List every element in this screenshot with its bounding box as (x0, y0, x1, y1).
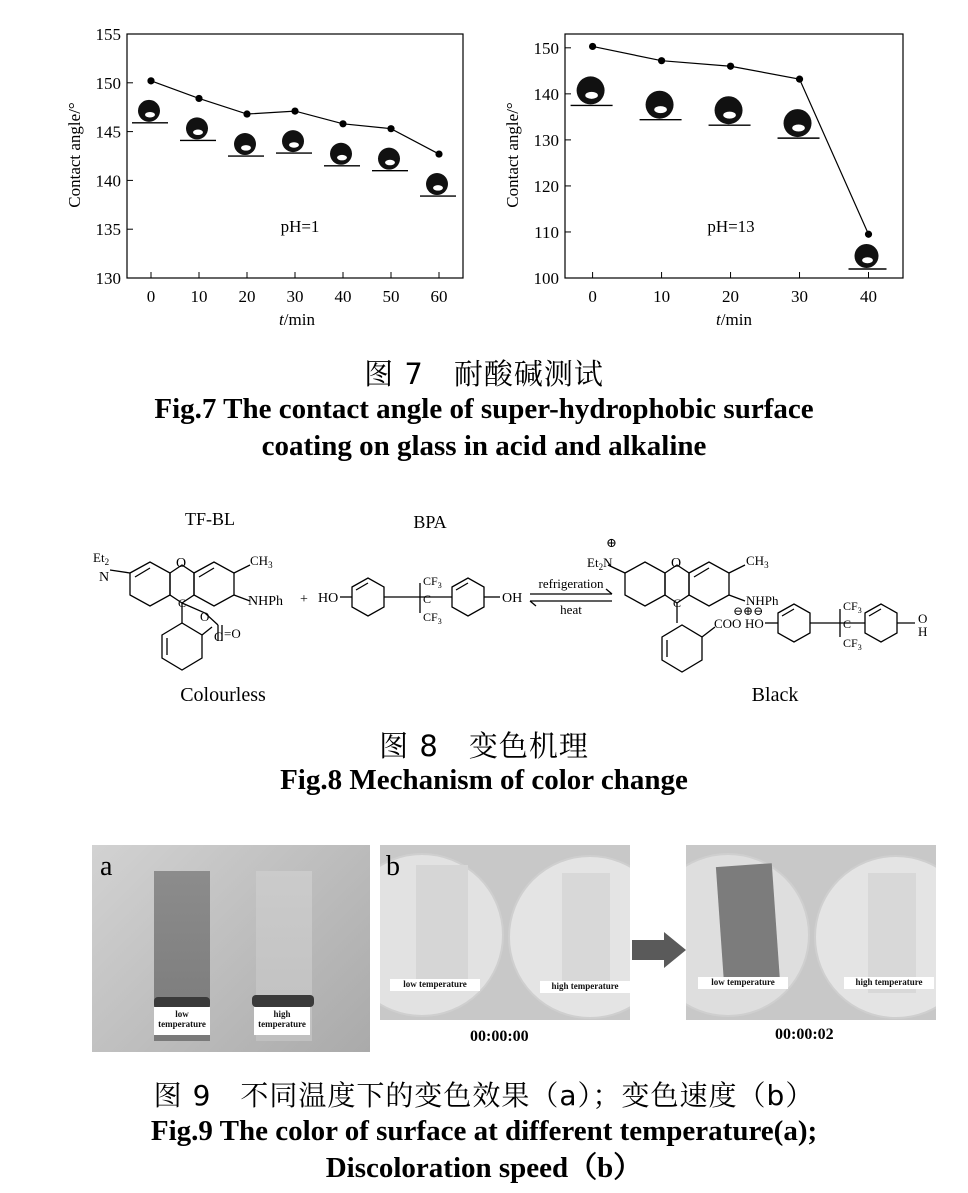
tag-low-temp-b: low temperature (390, 979, 480, 991)
product-nhph: NHPh (746, 593, 779, 608)
data-point (243, 110, 250, 117)
figure8-caption-en: Fig.8 Mechanism of color change (280, 764, 688, 796)
bpa-oh: OH (502, 591, 523, 606)
data-point (658, 57, 665, 64)
data-point (865, 231, 872, 238)
figure7-chart-ph13 (480, 0, 968, 340)
y-tick-label: 100 (533, 269, 559, 288)
bpa-cf3-top: $CF_3$ (423, 574, 442, 590)
product-ch3: $CH_3$ (746, 553, 769, 570)
x-tick-label: 40 (334, 287, 352, 306)
x-tick-label: 10 (653, 287, 671, 306)
water-droplet (640, 91, 682, 120)
y-tick-label: 120 (533, 176, 559, 196)
data-point (291, 108, 298, 115)
clip-high (252, 995, 314, 1007)
y-tick-label: 130 (95, 269, 121, 288)
photo-a (92, 845, 370, 1052)
chart-ph13-annotation: pH=13 (707, 217, 755, 236)
y-tick-label: 140 (95, 171, 121, 191)
product-charges: ⊖⊕⊖ (733, 604, 764, 618)
data-point (796, 76, 803, 83)
tag-high-temp-c: high temperature (844, 977, 934, 989)
series-line (593, 46, 869, 234)
figure7-caption-cn: 图 7 耐酸碱测试 (364, 357, 604, 391)
water-droplet (132, 100, 168, 123)
x-tick-label: 40 (860, 287, 878, 306)
water-droplet (276, 130, 312, 153)
x-tick-label: 10 (190, 287, 208, 306)
bpa-ho: HO (318, 591, 339, 606)
data-point (435, 150, 442, 157)
chart-ph1-xlabel: t/min (279, 310, 315, 329)
product-ho: HO (745, 616, 764, 631)
plus-sign: + (300, 592, 308, 607)
data-point (387, 125, 394, 132)
product-o: O (671, 556, 682, 571)
data-point (589, 43, 596, 50)
figure9-caption-cn: 图 9 不同温度下的变色效果（a）；变色速度（b） (153, 1079, 815, 1112)
data-point (147, 77, 154, 84)
x-tick-label: 0 (146, 287, 156, 306)
tfbl-carbonyl-c: C (214, 629, 223, 644)
figure7-chart-ph1 (0, 0, 480, 340)
product-h-end: H (918, 624, 928, 639)
chart-ph13-plot (534, 34, 904, 306)
arrow-right-icon (632, 932, 686, 968)
y-tick-label: 145 (95, 122, 121, 142)
water-droplet (372, 148, 408, 171)
water-droplet (849, 244, 887, 269)
x-tick-label: 60 (430, 287, 448, 306)
figure7-caption-en-line2: coating on glass in acid and alkaline (261, 430, 707, 462)
arrow-bottom-label: heat (560, 602, 582, 617)
tfbl-ring-o: O (200, 609, 210, 624)
tfbl-ch3: $CH_3$ (250, 553, 273, 570)
tfbl-nhph: NHPh (248, 594, 284, 609)
water-droplet (180, 117, 216, 140)
slide-right-end (868, 873, 916, 993)
black-label: Black (751, 684, 799, 706)
bpa-label: BPA (413, 512, 447, 532)
chart-ph1-plot (96, 25, 464, 306)
slide-left-dark (716, 863, 780, 987)
tag-high-temp: high temperature (254, 1007, 310, 1035)
tfbl-ring-bottom (162, 623, 202, 670)
figure7-caption-en-line1: Fig.7 The contact angle of super-hydrophobic surface (154, 393, 814, 425)
figure9-caption-en-line2: Discoloration speed（b） (325, 1152, 643, 1184)
water-droplet (420, 173, 456, 196)
y-tick-label: 140 (533, 84, 559, 104)
photo-b-label: b (386, 851, 400, 882)
product-c: C (673, 596, 682, 610)
tag-low-temp: low temperature (154, 1007, 210, 1035)
product-o-end: O (918, 611, 928, 626)
tfbl-o: O (176, 556, 187, 571)
x-tick-label: 30 (791, 287, 809, 306)
plot-frame (127, 34, 463, 278)
water-droplet (778, 109, 820, 138)
product-ring-left (625, 562, 665, 606)
chart-ph1-annotation: pH=1 (280, 217, 320, 236)
tag-low-temp-c: low temperature (698, 977, 788, 989)
photo-a-label: a (100, 851, 113, 882)
chart-ph13-ylabel: Contact angle/° (503, 102, 522, 208)
y-tick-label: 110 (534, 222, 559, 242)
y-tick-label: 155 (95, 25, 121, 44)
figure8-caption-cn: 图 8 变色机理 (379, 729, 589, 763)
time-end: 00:00:02 (775, 1026, 834, 1043)
plot-frame (565, 34, 903, 278)
water-droplet (324, 143, 360, 166)
y-tick-label: 135 (95, 220, 121, 240)
water-droplet (709, 96, 751, 125)
product-ring-bottom (662, 625, 702, 672)
product-et2n: $Et_2N$ (587, 555, 613, 572)
figure8-mechanism-diagram (0, 495, 968, 715)
tfbl-c: C (178, 596, 187, 610)
product-cf3-bottom: $CF_3$ (843, 636, 862, 652)
tfbl-label: TF-BL (184, 509, 236, 529)
arrow-top-label: refrigeration (538, 576, 604, 591)
chart-ph13-xlabel: t/min (716, 310, 752, 329)
tag-high-temp-b: high temperature (540, 981, 630, 993)
photo-b-end (686, 845, 936, 1020)
figure9-caption-en-line1: Fig.9 The color of surface at different temperature(a); (150, 1115, 818, 1147)
water-droplet (228, 133, 264, 156)
slide-left (416, 865, 468, 990)
data-point (339, 120, 346, 127)
data-point (727, 63, 734, 70)
y-tick-label: 130 (533, 130, 559, 150)
tfbl-n: N (99, 570, 110, 585)
product-coo: COO (714, 616, 742, 631)
colourless-label: Colourless (180, 684, 266, 706)
x-tick-label: 0 (588, 287, 597, 306)
x-tick-label: 20 (722, 287, 740, 306)
x-tick-label: 50 (382, 287, 400, 306)
y-tick-label: 150 (533, 38, 559, 58)
tfbl-carbonyl-o: =O (224, 626, 241, 641)
slide-right (562, 873, 610, 993)
tfbl-et2: $Et_2$ (93, 550, 110, 567)
photo-b-start (380, 845, 630, 1020)
bpa-c: C (423, 592, 432, 606)
product-cf3-top: $CF_3$ (843, 599, 862, 615)
x-tick-label: 30 (286, 287, 304, 306)
bpa-cf3-bottom: $CF_3$ (423, 610, 442, 626)
x-tick-label: 20 (238, 287, 256, 306)
water-droplet (571, 76, 613, 105)
data-point (195, 95, 202, 102)
chart-ph1-ylabel: Contact angle/° (65, 102, 84, 208)
y-tick-label: 150 (95, 73, 121, 93)
time-start: 00:00:00 (470, 1028, 529, 1045)
product-oplus: ⊕ (606, 535, 617, 550)
product-bpa-c: C (843, 617, 852, 631)
